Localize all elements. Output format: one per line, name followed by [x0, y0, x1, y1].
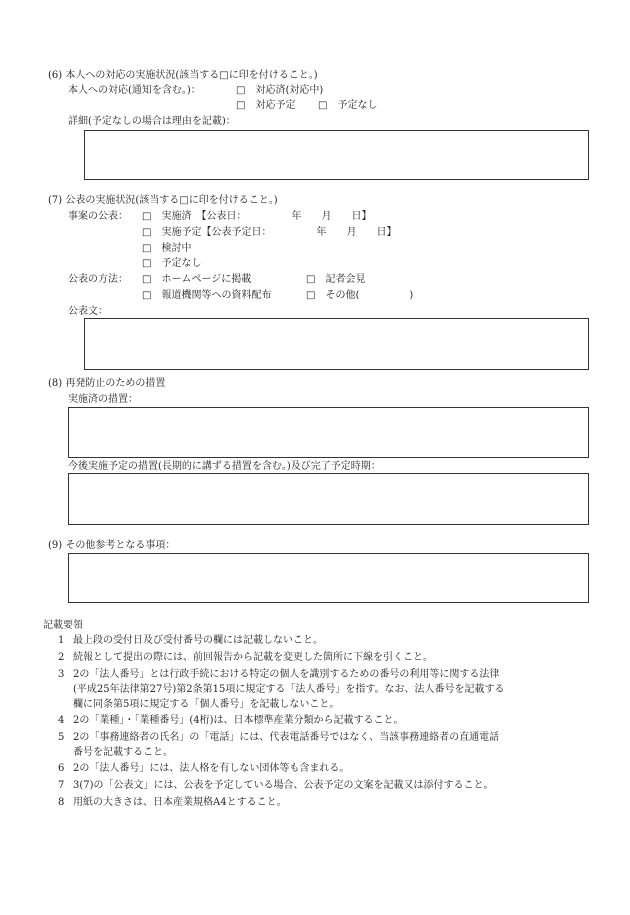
note-text: 2の「事務連絡者の氏名」の「電話」には、代表電話番号ではなく、当該事務連絡者の直通電話 [73, 732, 500, 743]
other-info-textbox[interactable] [68, 553, 589, 603]
detail-label: 詳細(予定なしの場合は理由を記載)： [68, 116, 236, 127]
checkbox-method-other[interactable]: □ その他( ) [306, 290, 414, 301]
checkbox-method-media[interactable]: □ 報道機関等への資料配布 [142, 290, 272, 301]
measures-future-label: 今後実施予定の措置(長期的に講ずる措置を含む。)及び完了予定時期： [68, 461, 381, 472]
note-number: 1 [58, 635, 65, 646]
section-6-heading: (6) 本人への対応の実施状況(該当する□に印を付けること。) [48, 70, 318, 81]
checkbox-method-press[interactable]: □ 記者会見 [306, 274, 366, 285]
note-text: 番号を記載すること。 [73, 747, 173, 758]
measures-future-textbox[interactable] [68, 473, 589, 525]
detail-textbox[interactable] [84, 130, 589, 180]
note-number: 4 [58, 715, 65, 726]
note-text: 2の「業種」・「業種番号」(4桁)は、日本標準産業分類から記載すること。 [73, 715, 404, 726]
note-text: 2の「法人番号」には、法人格を有しない団体等も含まれる。 [73, 763, 350, 774]
note-text: (平成25年法律第27号)第2条第15項に規定する「法人番号」を指す。なお、法人番号を記載する [73, 684, 505, 695]
note-text: 続報として提出の際には、前回報告から記載を変更した箇所に下線を引くこと。 [73, 652, 433, 663]
note-number: 6 [58, 763, 65, 774]
checkbox-response-none[interactable]: □ 予定なし [318, 100, 378, 111]
section-8-heading: (8) 再発防止のための措置 [48, 378, 166, 389]
publication-text-textbox[interactable] [84, 318, 589, 370]
checkbox-response-done[interactable]: □ 対応済(対応中) [236, 85, 324, 96]
publication-status-label: 事案の公表： [68, 211, 128, 222]
note-number: 3 [58, 669, 65, 680]
note-number: 2 [58, 652, 65, 663]
checkbox-considering[interactable]: □ 検討中 [142, 243, 192, 254]
publication-method-label: 公表の方法： [68, 274, 128, 285]
notes-title: 記載要領 [43, 620, 83, 631]
section-9-heading: (9) その他参考となる事項： [48, 540, 176, 551]
checkbox-publish-planned[interactable]: □ 実施予定【公表予定日： 年 月 日】 [142, 227, 397, 238]
section-7-heading: (7) 公表の実施状況(該当する□に印を付けること。) [48, 195, 278, 206]
checkbox-method-web[interactable]: □ ホームページに掲載 [142, 274, 252, 285]
checkbox-response-planned[interactable]: □ 対応予定 [236, 100, 296, 111]
publication-text-label: 公表文： [68, 306, 108, 317]
note-number: 8 [58, 797, 65, 808]
measures-done-label: 実施済の措置： [68, 394, 138, 405]
note-text: 欄に同条第5項に規定する「個人番号」を記載しないこと。 [73, 699, 340, 710]
checkbox-published[interactable]: □ 実施済 【公表日： 年 月 日】 [142, 211, 372, 222]
response-label: 本人への対応(通知を含む。)： [68, 85, 201, 96]
checkbox-no-plan[interactable]: □ 予定なし [142, 258, 202, 269]
note-text: 用紙の大きさは、日本産業規格A4とすること。 [73, 797, 287, 808]
note-text: 2の「法人番号」とは行政手続における特定の個人を識別するための番号の利用等に関する法律 [73, 669, 500, 680]
note-number: 7 [58, 780, 65, 791]
note-number: 5 [58, 732, 65, 743]
measures-done-textbox[interactable] [68, 407, 589, 458]
note-text: 3(7)の「公表文」には、公表を予定している場合、公表予定の文案を記載又は添付すること。 [73, 780, 494, 791]
note-text: 最上段の受付日及び受付番号の欄には記載しないこと。 [73, 635, 323, 646]
